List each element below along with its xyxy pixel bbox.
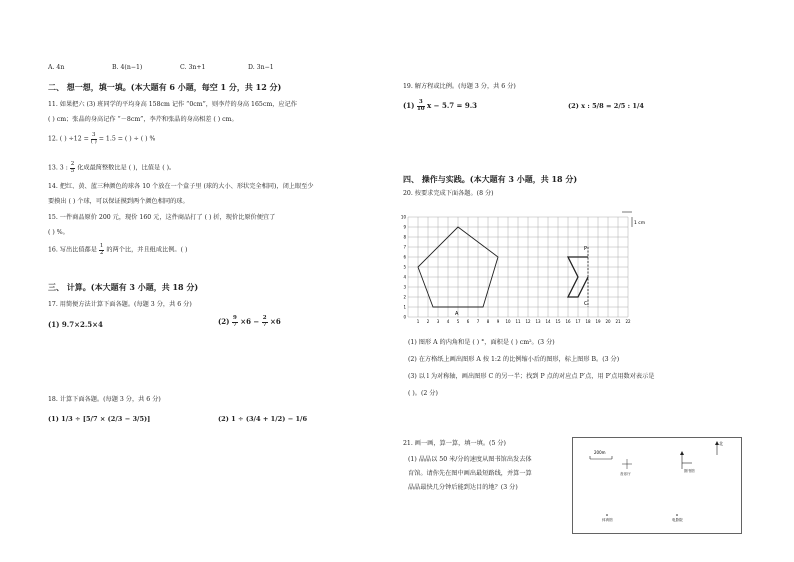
q13: 13. 3 : $\frac{2}{5}$ 化成最简整数比是 ( )，比值是 ( )。: [48, 161, 176, 174]
q19-title: 19. 解方程或比例。(每题 3 分，共 6 分): [403, 83, 516, 90]
grid-lines: [408, 217, 628, 317]
q21-title: 21. 画一画，算一算，填一填。(5 分): [403, 440, 506, 447]
q11-line1: 11. 如果把六 (3) 班同学的平均身高 158cm 记作 “0cm”，则李芹的身高 165cm，应记作: [48, 101, 297, 108]
map-label-cinema: 电影院: [672, 518, 683, 522]
q18-2: (2) 1 ÷ (3/4 + 1/2) − 1/6: [218, 415, 308, 423]
north-label: 北: [719, 441, 723, 446]
y-tick-label: 4: [403, 274, 406, 280]
x-tick-label: 4: [446, 319, 450, 324]
map-figure: [572, 437, 742, 534]
choice-b: B. 4(n−1): [112, 64, 143, 71]
shape-a-label: A: [455, 311, 459, 317]
q20-s2: (2) 在方格纸上画出图形 A 按 1:2 的比例缩小后的图形，标上图形 B。(3 分): [408, 356, 620, 363]
y-tick-label: 1: [403, 304, 406, 310]
x-tick-label: 5: [456, 319, 460, 324]
x-axis-ticks: [417, 319, 631, 324]
x-tick-label: 6: [466, 319, 470, 324]
q17-1: (1) 9.7×2.5×4: [48, 320, 103, 329]
q20-s3-line2: ( )。(2 分): [408, 390, 438, 397]
q20-s1: (1) 图形 A 的内角和是 ( ) °，面积是 ( ) cm²。(3 分): [408, 339, 555, 346]
point-p-label: P: [584, 246, 588, 252]
y-tick-label: 2: [403, 294, 406, 300]
x-tick-label: 21: [615, 319, 621, 324]
shape-c-label: C: [584, 301, 588, 307]
q17-title: 17. 用简便方法计算下面各题。(每题 3 分，共 6 分): [48, 301, 192, 308]
y-tick-label: 10: [400, 214, 406, 220]
q15-line1: 15. 一件商品原价 200 元，现价 160 元，这件商品打了 ( ) 折，现价比原价便宜了: [48, 214, 276, 221]
q11-line2: ( ) cm；张晶的身高记作 “－8cm”，李芹和张晶的身高相差 ( ) cm。: [48, 116, 238, 123]
section-2-title: 二、 想一想，填一填。(本大题有 6 小题，每空 1 分，共 12 分): [48, 82, 282, 92]
x-tick-label: 7: [476, 319, 480, 324]
x-tick-label: 11: [515, 319, 521, 324]
section-4-title: 四、 操作与实践。(本大题有 3 小题，共 18 分): [403, 174, 578, 184]
q18-title: 18. 计算下面各题。(每题 3 分，共 6 分): [48, 396, 161, 403]
q20-title: 20. 按要求完成下面各题。(8 分): [403, 190, 494, 197]
y-tick-label: 8: [403, 234, 406, 240]
q18-1: (1) 1/3 ÷ [5/7 × (2/3 − 3/5)]: [48, 415, 151, 423]
y-axis-ticks: [401, 215, 407, 320]
x-tick-label: 9: [496, 319, 500, 324]
y-tick-label: 7: [403, 244, 406, 250]
map-point-gym: [606, 514, 608, 516]
x-tick-label: 22: [625, 319, 631, 324]
map-label-gym: 体育馆: [602, 518, 613, 522]
x-tick-label: 10: [505, 319, 511, 324]
choice-d: D. 3n−1: [248, 64, 274, 71]
x-tick-label: 20: [605, 319, 611, 324]
x-tick-label: 16: [565, 319, 571, 324]
q12: 12. ( ) ÷12 = $\frac{3}{( )}$ = 1.5 = ( ) ÷ ( ) %: [48, 132, 156, 145]
q20-s3-line1: (3) 以 l 为对称轴，画出图形 C 的另一半；找到 P 点的对应点 P′点，用 P′点用数对表示是: [408, 373, 655, 380]
x-tick-label: 8: [486, 319, 490, 324]
y-tick-label: 0: [403, 314, 406, 320]
choice-c: C. 3n+1: [180, 64, 206, 71]
unit-label: 1 cm: [634, 221, 646, 226]
map-scale-label: 200m: [594, 450, 606, 455]
x-tick-label: 12: [525, 319, 531, 324]
q21-line3: 晶晶最快几分钟后能到达目的地？(3 分): [408, 484, 518, 491]
choice-a: A. 4n: [48, 64, 65, 71]
q14-line2: 要摸出 ( ) 个球，可以保证摸到两个颜色相同的球。: [48, 198, 189, 205]
x-tick-label: 19: [595, 319, 601, 324]
section-3-title: 三、 计算。(本大题有 3 小题，共 18 分): [48, 282, 199, 292]
q17-2: (2) $\frac{9}{7}$ ×6 − $\frac{2}{7}$ ×6: [218, 315, 281, 328]
y-tick-label: 5: [403, 264, 406, 270]
x-tick-label: 17: [575, 319, 581, 324]
y-tick-label: 6: [403, 254, 406, 260]
q15-line2: ( ) %。: [48, 229, 69, 236]
q19-2: (2) x : 5/8 = 2/5 : 1/4: [568, 102, 644, 110]
q16: 16. 写出比值都是 $\frac{1}{2}$ 的两个比，并且组成比例。( ): [48, 243, 188, 256]
x-tick-label: 18: [585, 319, 591, 324]
x-tick-label: 3: [436, 319, 440, 324]
map-label-music-hall: 音乐厅: [620, 472, 631, 476]
x-tick-label: 13: [535, 319, 541, 324]
q21-line2: 育馆。请你先在图中画出最短路线，并算一算: [408, 470, 532, 477]
q14-line1: 14. 把红、黄、蓝三种颜色的球各 10 个放在一个盒子里 (球的大小、形状完全相同)，闭上眼至少: [48, 183, 314, 190]
x-tick-label: 2: [426, 319, 430, 324]
map-point-cinema: [676, 514, 678, 516]
q19-1: (1) $\frac{3}{10}$ x − 5.7 = 9.3: [403, 99, 478, 112]
y-tick-label: 3: [403, 284, 406, 290]
x-tick-label: 14: [545, 319, 551, 324]
x-tick-label: 15: [555, 319, 561, 324]
map-label-library: 图书馆: [684, 469, 695, 473]
q21-line1: (1) 晶晶以 50 米/分的速度从图书馆出发去体: [408, 456, 532, 463]
grid-figure: [398, 198, 648, 328]
y-tick-label: 9: [403, 224, 406, 230]
x-tick-label: 1: [416, 319, 420, 324]
